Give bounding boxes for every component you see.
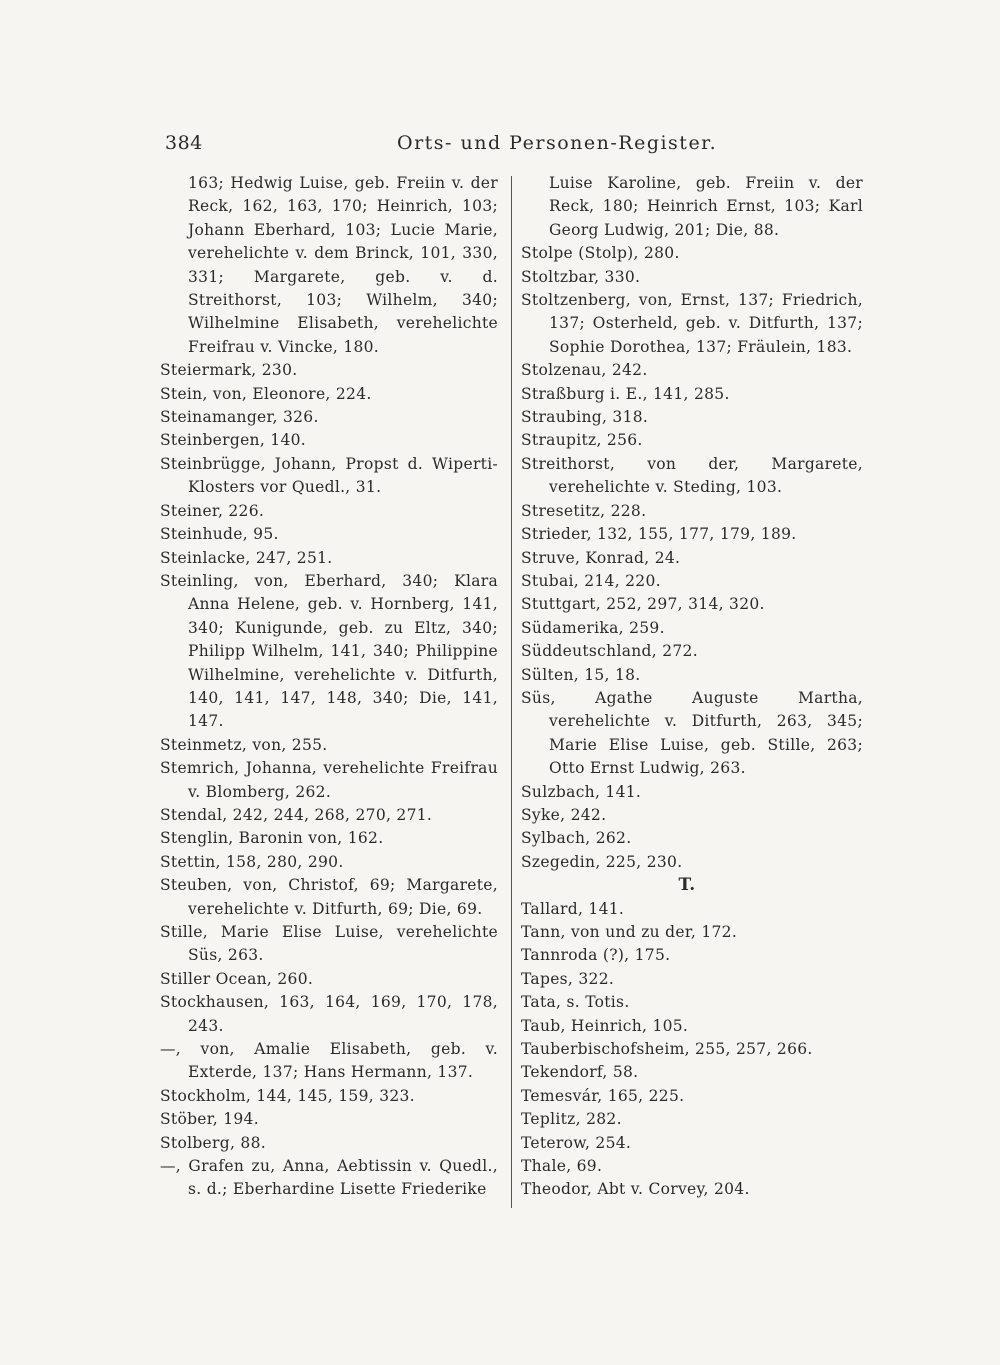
index-entry: Streithorst, von der, Margarete, verehelichte v. Steding, 103. — [521, 454, 863, 497]
index-entry: Tauberbischofsheim, 255, 257, 266. — [521, 1040, 813, 1059]
index-entry: Tapes, 322. — [521, 969, 615, 988]
running-title: Orts- und Personen-Register. — [397, 132, 718, 154]
index-entry: Tekendorf, 58. — [521, 1063, 639, 1082]
index-entry: Steinbergen, 140. — [160, 431, 307, 450]
page-number: 384 — [165, 132, 203, 154]
index-entry: Thale, 69. — [521, 1157, 603, 1176]
index-entry: Theodor, Abt v. Corvey, 204. — [521, 1180, 750, 1199]
index-entry: Taub, Heinrich, 105. — [521, 1016, 689, 1035]
column-divider — [511, 176, 512, 1208]
index-entry: Luise Karoline, geb. Freiin v. der Reck, 180; Heinrich Ernst, 103; Karl Georg Ludwig, 201; Die, 88. — [549, 174, 863, 239]
index-entry: Szegedin, 225, 230. — [521, 852, 683, 871]
index-entry: Stöber, 194. — [160, 1110, 259, 1129]
index-entry: Stockholm, 144, 145, 159, 323. — [160, 1086, 415, 1105]
index-column-left — [160, 172, 498, 1202]
index-entry: Stolpe (Stolp), 280. — [521, 244, 680, 263]
page-header — [165, 132, 865, 162]
index-entry: Sulzbach, 141. — [521, 782, 642, 801]
index-entry: Strieder, 132, 155, 177, 179, 189. — [521, 525, 797, 544]
index-entry: Steinbrügge, Johann, Propst d. Wiperti-Klosters vor Quedl., 31. — [160, 454, 498, 497]
index-entry: Stemrich, Johanna, verehelichte Freifrau v. Blomberg, 262. — [160, 759, 498, 801]
index-entry: Steinlacke, 247, 251. — [160, 548, 333, 567]
index-entry: Tallard, 141. — [521, 899, 625, 918]
index-entry: Stettin, 158, 280, 290. — [160, 852, 344, 871]
index-entry: Temesvár, 165, 225. — [521, 1086, 685, 1105]
index-column-right — [521, 172, 863, 1202]
index-entry: Steiner, 226. — [160, 501, 265, 520]
index-entry: Stubai, 214, 220. — [521, 571, 661, 590]
index-entry: Teterow, 254. — [521, 1133, 632, 1152]
index-entry: 163; Hedwig Luise, geb. Freiin v. der Reck, 162, 163, 170; Heinrich, 103; Johann Eberhard, 103; Lucie Marie, verehelichte v. dem Brinck, 101, 330, 331; Margarete, geb. v. d. Streithorst, 103; Wilhelm, 340; Wilhelmine Elisabeth, verehelichte Freifrau v. Vincke, 180. — [188, 174, 498, 356]
index-entry: Struve, Konrad, 24. — [521, 548, 681, 567]
index-entry: Stolberg, 88. — [160, 1133, 266, 1152]
index-entry: Stille, Marie Elise Luise, verehelichte Süs, 263. — [160, 923, 498, 965]
index-entry: Steuben, von, Christof, 69; Margarete, verehelichte v. Ditfurth, 69; Die, 69. — [160, 876, 498, 918]
index-entry: —, von, Amalie Elisabeth, geb. v. Exterde, 137; Hans Hermann, 137. — [160, 1040, 498, 1082]
index-entry: Steiermark, 230. — [160, 361, 298, 380]
index-entry: Steinling, von, Eberhard, 340; Klara Anna Helene, geb. v. Hornberg, 141, 340; Kunigunde, geb. zu Eltz, 340; Philipp Wilhelm, 141, 340; Philippine Wilhelmine, verehelichte v. Ditfurth, 140, 141, 147, 148, 340; Die, 141, 147. — [160, 571, 498, 731]
index-entry: Stenglin, Baronin von, 162. — [160, 829, 384, 848]
index-entry: Stuttgart, 252, 297, 314, 320. — [521, 595, 765, 614]
index-entry: Tann, von und zu der, 172. — [521, 922, 738, 941]
index-entry: Stoltzenberg, von, Ernst, 137; Friedrich, 137; Osterheld, geb. v. Ditfurth, 137; Sophie Dorothea, 137; Fräulein, 183. — [521, 291, 863, 356]
index-entry: Tannroda (?), 175. — [521, 946, 671, 965]
index-entry: Süs, Agathe Auguste Martha, verehelichte v. Ditfurth, 263, 345; Marie Elise Luise, geb. Stille, 263; Otto Ernst Ludwig, 263. — [521, 688, 863, 778]
index-entry: Süddeutschland, 272. — [521, 642, 698, 661]
index-entry: Steinmetz, von, 255. — [160, 735, 328, 754]
index-entry: Steinhude, 95. — [160, 525, 279, 544]
index-entry: Stein, von, Eleonore, 224. — [160, 384, 372, 403]
section-heading: T. — [678, 875, 696, 896]
index-entry: Stoltzbar, 330. — [521, 267, 641, 286]
index-entry: —, Grafen zu, Anna, Aebtissin v. Quedl., s. d.; Eberhardine Lisette Friederike — [160, 1157, 498, 1199]
index-entry: Tata, s. Totis. — [521, 993, 630, 1012]
index-entry: Syke, 242. — [521, 805, 607, 824]
index-entry: Stresetitz, 228. — [521, 501, 647, 520]
index-entry: Stockhausen, 163, 164, 169, 170, 178, 243. — [160, 993, 498, 1035]
index-entry: Straupitz, 256. — [521, 431, 643, 450]
index-entry: Sylbach, 262. — [521, 829, 632, 848]
index-entry: Straßburg i. E., 141, 285. — [521, 384, 730, 403]
index-entry: Teplitz, 282. — [521, 1110, 622, 1129]
index-entry: Steinamanger, 326. — [160, 408, 319, 427]
index-entry: Straubing, 318. — [521, 408, 649, 427]
index-entry: Stiller Ocean, 260. — [160, 969, 314, 988]
index-entry: Stendal, 242, 244, 268, 270, 271. — [160, 805, 433, 824]
index-entry: Stolzenau, 242. — [521, 361, 648, 380]
index-entry: Sülten, 15, 18. — [521, 665, 641, 684]
index-entry: Südamerika, 259. — [521, 618, 665, 637]
